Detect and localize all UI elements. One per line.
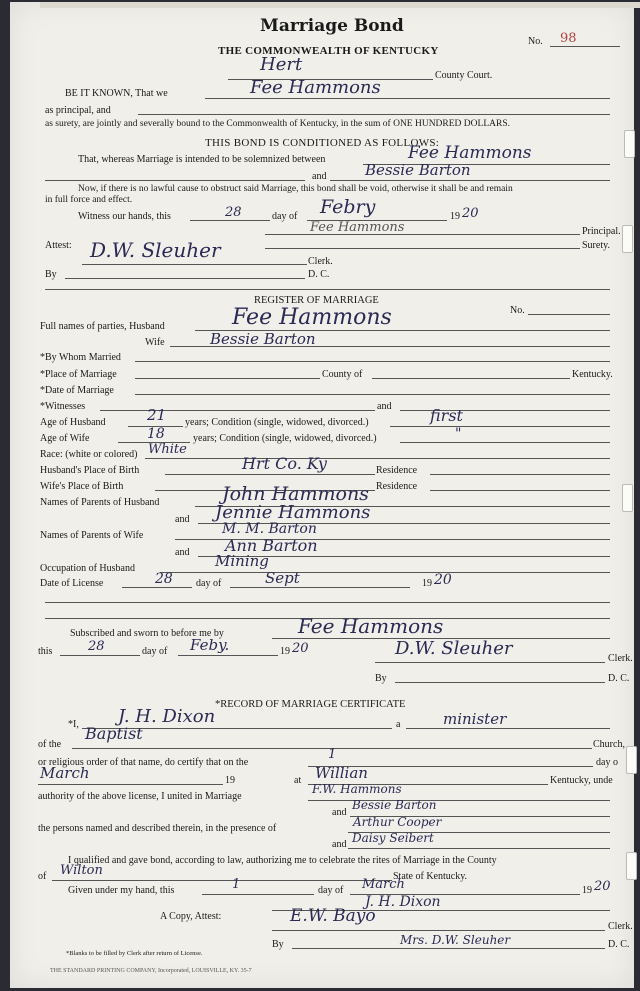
license-day-of-label: day of <box>196 578 222 589</box>
qualified-text: I qualified and gave bond, according to law, authorizing me to celebrate the rites of Marriage in the County <box>68 855 497 866</box>
parent-husband-2: Jennie Hammons <box>215 502 371 523</box>
attest-label: Attest: <box>45 240 72 251</box>
kentucky-label: Kentucky. <box>572 369 613 380</box>
place-line <box>135 378 320 379</box>
sworn-by-label: By <box>375 673 387 684</box>
as-principal-text: as principal, and <box>45 105 111 116</box>
paper-stack-edge <box>40 2 640 8</box>
blank-line-1 <box>45 602 610 603</box>
witnesses-line1 <box>100 410 375 411</box>
sworn-month: Feby. <box>190 636 230 654</box>
cert-of-label: of <box>38 871 47 882</box>
sworn-day: 28 <box>88 639 105 654</box>
register-no-line <box>528 314 610 315</box>
cert-month-line <box>38 784 223 785</box>
sworn-month-line <box>178 655 278 656</box>
husband-residence-label: Residence <box>376 465 418 476</box>
subscribed-handwritten: Fee Hammons <box>298 614 444 638</box>
copy-by-signature: Mrs. D.W. Sleuher <box>400 933 511 947</box>
attest-by-label: By <box>45 269 57 280</box>
right-edge-tab <box>626 746 637 774</box>
party2-left-line <box>45 180 305 181</box>
cert-day: 1 <box>328 747 337 762</box>
principal-sign-line <box>265 234 580 235</box>
marriage-bond-document <box>10 2 634 988</box>
parent-husband-1: John Hammons <box>222 483 369 505</box>
wife-name: Bessie Barton <box>210 330 316 348</box>
race-label: Race: (white or colored) <box>40 449 138 460</box>
church-label: Church, <box>593 739 625 750</box>
register-title: REGISTER OF MARRIAGE <box>254 295 379 306</box>
wife-residence-line <box>430 490 610 491</box>
surety-text: as surety, are jointly and severally bound to the Commonwealth of Kentucky, in the sum of ONE HUNDRED DOLLARS. <box>45 119 510 129</box>
bond-number: 98 <box>560 31 577 46</box>
by-whom-label: *By Whom Married <box>40 352 121 363</box>
copy-by-line <box>292 948 605 949</box>
cert-i-label: *I, <box>68 719 79 730</box>
husband-residence-line <box>430 474 610 475</box>
cert-witness-2: Daisy Seibert <box>352 831 434 845</box>
register-no-label: No. <box>510 305 525 316</box>
cert-a-label: a <box>396 719 401 730</box>
sworn-year-prefix: 19 <box>280 646 290 657</box>
sworn-this-label: this <box>38 646 53 657</box>
husband-birth-label: Husband's Place of Birth <box>40 465 140 476</box>
bond-number-label: No. <box>528 36 543 47</box>
parents-wife-label: Names of Parents of Wife <box>40 530 144 541</box>
cert-witness-and: and <box>332 839 347 850</box>
sworn-dc-label: D. C. <box>608 673 630 684</box>
copy-dc-label: D. C. <box>608 939 630 950</box>
witness-text: Witness our hands, this <box>78 211 171 222</box>
place-label: *Place of Marriage <box>40 369 117 380</box>
given-day-line <box>202 894 314 895</box>
cert-at-label: at <box>294 775 302 786</box>
license-month-line <box>230 587 410 588</box>
attest-line <box>82 264 307 265</box>
sworn-clerk-label: Clerk. <box>608 653 633 664</box>
cert-groom: F.W. Hammons <box>312 782 402 796</box>
party-and-label: and <box>312 171 327 182</box>
day-o-label: day o <box>596 757 618 768</box>
attest-clerk-label: Clerk. <box>308 256 333 267</box>
clerk-sign-line <box>375 662 605 663</box>
minister-title: minister <box>443 710 507 728</box>
race-handwritten: White <box>148 442 187 457</box>
party1-handwritten: Fee Hammons <box>408 143 532 163</box>
parents-wife-and: and <box>175 547 190 558</box>
cert-county-line <box>52 880 392 881</box>
right-edge-tab <box>624 130 635 158</box>
full-names-label: Full names of parties, Husband <box>40 321 165 332</box>
license-month: Sept <box>265 569 300 587</box>
by-whom-line <box>135 361 610 362</box>
given-month: March <box>362 877 405 892</box>
given-label: Given under my hand, this <box>68 885 175 896</box>
sworn-day-line <box>60 655 140 656</box>
religious-order-text: or religious order of that name, do certify that on the <box>38 757 249 768</box>
date-of-marriage-line <box>135 394 610 395</box>
now-text-line1: Now, if there is no lawful cause to obstruct said Marriage, this bond shall be void, otherwise it shall be and remain <box>78 184 513 194</box>
attest-dc-label: D. C. <box>308 269 330 280</box>
occupation-label: Occupation of Husband <box>40 563 135 574</box>
commonwealth-heading: THE COMMONWEALTH OF KENTUCKY <box>218 45 439 57</box>
given-year: 20 <box>594 879 611 894</box>
occupation-line <box>160 572 610 573</box>
surety-sign-line <box>265 248 580 249</box>
copy-clerk-line <box>272 930 605 931</box>
condition-husband-line <box>390 426 610 427</box>
right-edge-tab <box>622 484 633 512</box>
principal-handwritten: Fee Hammons <box>250 77 381 98</box>
witness-year-prefix: 19 <box>450 211 460 222</box>
authority-text: authority of the above license, I united in Marriage <box>38 791 242 802</box>
occupation: Mining <box>215 552 269 570</box>
race-line <box>145 458 610 459</box>
sworn-year: 20 <box>292 641 309 656</box>
principal-label: Principal. <box>582 226 621 237</box>
principal-line <box>205 98 610 99</box>
be-it-known-text: BE IT KNOWN, That we <box>65 88 168 99</box>
county-handwritten: Hert <box>260 54 303 75</box>
attest-by-line <box>65 278 305 279</box>
county-court-label: County Court. <box>435 70 493 81</box>
party2-handwritten: Bessie Barton <box>365 161 471 179</box>
license-day: 28 <box>155 571 173 587</box>
bond-number-line <box>550 46 620 47</box>
license-year: 20 <box>434 572 452 588</box>
sworn-by-line <box>395 682 605 683</box>
record-title: *RECORD OF MARRIAGE CERTIFICATE <box>215 699 406 710</box>
witness-year: 20 <box>462 206 479 221</box>
section-divider <box>45 289 610 290</box>
husband-birth: Hrt Co. Ky <box>242 454 327 473</box>
minister-signature: J. H. Dixon <box>365 894 441 910</box>
parents-husband-label: Names of Parents of Husband <box>40 497 160 508</box>
county-of-label: County of <box>322 369 363 380</box>
cert-place: Willian <box>315 764 368 782</box>
witness-day-line <box>190 220 270 221</box>
principal-signature: Fee Hammons <box>310 220 405 235</box>
cert-bride: Bessie Barton <box>352 798 437 812</box>
kentucky-under-label: Kentucky, unde <box>550 775 613 786</box>
surety-name-line <box>138 114 610 115</box>
surety-label: Surety. <box>582 240 610 251</box>
condition-wife-line <box>400 442 610 443</box>
parent-wife-1: M. M. Barton <box>222 521 317 537</box>
condition-wife: " <box>455 426 462 442</box>
cert-and-label: and <box>332 807 347 818</box>
witness-day-of-label: day of <box>272 211 298 222</box>
parents-husband-and: and <box>175 514 190 525</box>
license-date-label: Date of License <box>40 578 104 589</box>
right-edge-tab <box>626 852 637 880</box>
witness-month: Febry <box>320 196 376 218</box>
age-husband-label: Age of Husband <box>40 417 106 428</box>
wife-line <box>170 346 610 347</box>
right-edge-tab <box>622 225 633 253</box>
footnote: *Blanks to be filled by Clerk after return of License. <box>66 950 203 957</box>
state-label: State of Kentucky. <box>393 871 468 882</box>
party2-line <box>330 180 610 181</box>
age-husband: 21 <box>147 406 167 424</box>
cert-year-prefix: 19 <box>225 775 235 786</box>
given-day-of-label: day of <box>318 885 344 896</box>
copy-clerk-label: Clerk. <box>608 921 633 932</box>
whereas-text: That, whereas Marriage is intended to be solemnized between <box>78 154 326 165</box>
county-of-line <box>372 378 570 379</box>
witnesses-label: *Witnesses <box>40 401 86 412</box>
attest-handwritten: D.W. Sleuher <box>90 238 221 262</box>
persons-text: the persons named and described therein, in the presence of <box>38 823 277 834</box>
copy-by-label: By <box>272 939 284 950</box>
given-day: 1 <box>232 877 241 892</box>
witnesses-and-label: and <box>377 401 392 412</box>
age-wife: 18 <box>147 426 165 442</box>
parent-wife-2: Ann Barton <box>225 536 318 555</box>
condition-husband-label: years; Condition (single, widowed, divorced.) <box>185 417 369 428</box>
clerk-signature: D.W. Sleuher <box>395 638 513 659</box>
date-of-marriage-label: *Date of Marriage <box>40 385 114 396</box>
wife-label: Wife <box>145 337 165 348</box>
subscribed-label: Subscribed and sworn to before me by <box>70 628 224 639</box>
husband-name: Fee Hammons <box>232 305 392 330</box>
cert-witness-1: Arthur Cooper <box>353 815 442 829</box>
minister-name: J. H. Dixon <box>118 706 216 727</box>
sworn-day-of-label: day of <box>142 646 168 657</box>
form-title: Marriage Bond <box>260 16 404 36</box>
age-wife-label: Age of Wife <box>40 433 90 444</box>
cert-county: Wilton <box>60 863 103 878</box>
wife-birth-label: Wife's Place of Birth <box>40 481 124 492</box>
of-the-label: of the <box>38 739 62 750</box>
given-year-prefix: 19 <box>582 885 592 896</box>
cert-month: March <box>40 764 90 782</box>
conditioned-heading: THIS BOND IS CONDITIONED AS FOLLOWS: <box>205 137 440 149</box>
condition-husband: first <box>430 406 463 425</box>
husband-birth-line <box>165 474 375 475</box>
license-day-line <box>122 587 192 588</box>
witness-day: 28 <box>225 205 242 220</box>
license-year-prefix: 19 <box>422 578 432 589</box>
wife-residence-label: Residence <box>376 481 418 492</box>
copy-attest-label: A Copy, Attest: <box>160 911 222 922</box>
condition-wife-label: years; Condition (single, widowed, divorced.) <box>193 433 377 444</box>
copy-clerk-signature: E.W. Bayo <box>290 906 376 926</box>
printer-credit: THE STANDARD PRINTING COMPANY, Incorporated, LOUISVILLE, KY. 35-7 <box>50 968 252 974</box>
now-text-line2: in full force and effect. <box>45 195 133 205</box>
minister-title-line <box>406 728 610 729</box>
cert-witness-2-line <box>348 848 610 849</box>
church-name: Baptist <box>85 724 143 743</box>
